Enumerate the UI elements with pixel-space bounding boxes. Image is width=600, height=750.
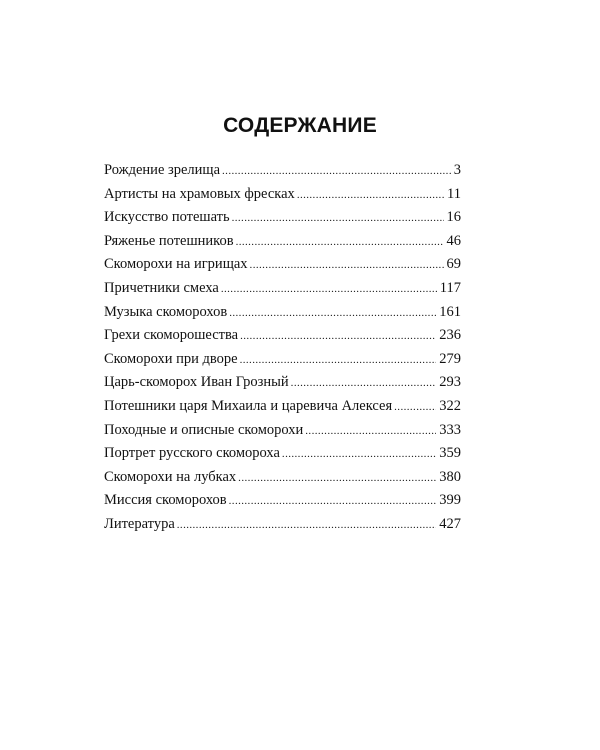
toc-entry-page: 11 xyxy=(447,185,461,202)
toc-entry-title: Скоморохи на игрищах xyxy=(104,256,248,273)
toc-entry-page: 380 xyxy=(439,468,461,485)
toc-entry-page: 399 xyxy=(439,492,461,509)
toc-entry-page: 236 xyxy=(439,327,461,344)
toc-entry[interactable] xyxy=(104,159,461,183)
toc-entry-title: Царь-скоморох Иван Грозный xyxy=(104,374,289,391)
toc-entry[interactable] xyxy=(104,301,461,325)
toc-entry[interactable] xyxy=(104,206,461,230)
toc-entry[interactable] xyxy=(104,371,461,395)
toc-entry[interactable] xyxy=(104,513,461,537)
toc-dot-leader xyxy=(282,443,436,467)
toc-entry[interactable] xyxy=(104,230,461,254)
toc-dot-leader xyxy=(232,207,444,231)
toc-entry-page: 279 xyxy=(439,350,461,367)
toc-dot-leader xyxy=(238,467,436,491)
toc-dot-leader xyxy=(222,160,451,184)
toc-dot-leader xyxy=(291,372,437,396)
toc-entry-title: Искусство потешать xyxy=(104,209,230,226)
toc-entry-title: Миссия скоморохов xyxy=(104,492,227,509)
toc-entry-title: Грехи скоморошества xyxy=(104,327,239,344)
toc-entry-page: 322 xyxy=(439,397,461,414)
toc-entry-page: 293 xyxy=(439,374,461,391)
toc-entry-page: 16 xyxy=(446,209,461,226)
toc-dot-leader xyxy=(229,490,437,514)
toc-dot-leader xyxy=(221,278,437,302)
toc-dot-leader xyxy=(229,302,436,326)
toc-entry[interactable] xyxy=(104,253,461,277)
toc-entry[interactable] xyxy=(104,395,461,419)
toc-entry[interactable] xyxy=(104,442,461,466)
toc-entry-title: Скоморохи на лубках xyxy=(104,468,237,485)
toc-dot-leader xyxy=(177,514,436,538)
toc-entry-page: 3 xyxy=(453,162,461,178)
toc-dot-leader xyxy=(297,184,444,208)
toc-entry-title: Причетники смеха xyxy=(104,279,219,296)
toc-entry-page: 333 xyxy=(439,421,461,438)
toc-entry-title: Артисты на храмовых фресках xyxy=(104,185,295,202)
toc-entry-page: 117 xyxy=(439,279,461,296)
table-of-contents xyxy=(104,159,461,537)
toc-entry-page: 161 xyxy=(439,303,461,320)
toc-entry-title: Потешники царя Михаила и царевича Алексея xyxy=(104,397,393,414)
toc-dot-leader xyxy=(240,325,436,349)
toc-entry[interactable] xyxy=(104,277,461,301)
toc-dot-leader xyxy=(305,420,436,444)
toc-entry[interactable] xyxy=(104,348,461,372)
toc-entry[interactable] xyxy=(104,183,461,207)
toc-entry-title: Походные и описные скоморохи xyxy=(104,421,304,438)
toc-dot-leader xyxy=(240,349,437,373)
toc-dot-leader xyxy=(236,231,444,255)
toc-entry-page: 359 xyxy=(439,445,461,462)
toc-entry-title: Литература xyxy=(104,515,175,532)
toc-entry[interactable] xyxy=(104,419,461,443)
page-title: СОДЕРЖАНИЕ xyxy=(223,114,377,137)
toc-entry[interactable] xyxy=(104,489,461,513)
toc-entry-page: 69 xyxy=(446,256,461,273)
toc-entry-title: Рождение зрелища xyxy=(104,162,221,178)
toc-entry-page: 46 xyxy=(446,232,461,249)
toc-entry-title: Музыка скоморохов xyxy=(104,303,228,320)
toc-entry-title: Ряженье потешников xyxy=(104,232,234,249)
toc-entry-page: 427 xyxy=(439,515,461,532)
toc-dot-leader xyxy=(250,254,444,278)
toc-entry-title: Скоморохи при дворе xyxy=(104,350,238,367)
toc-entry[interactable] xyxy=(104,324,461,348)
toc-entry-title: Портрет русского скомороха xyxy=(104,445,280,462)
toc-dot-leader xyxy=(394,396,436,420)
toc-entry[interactable] xyxy=(104,466,461,490)
